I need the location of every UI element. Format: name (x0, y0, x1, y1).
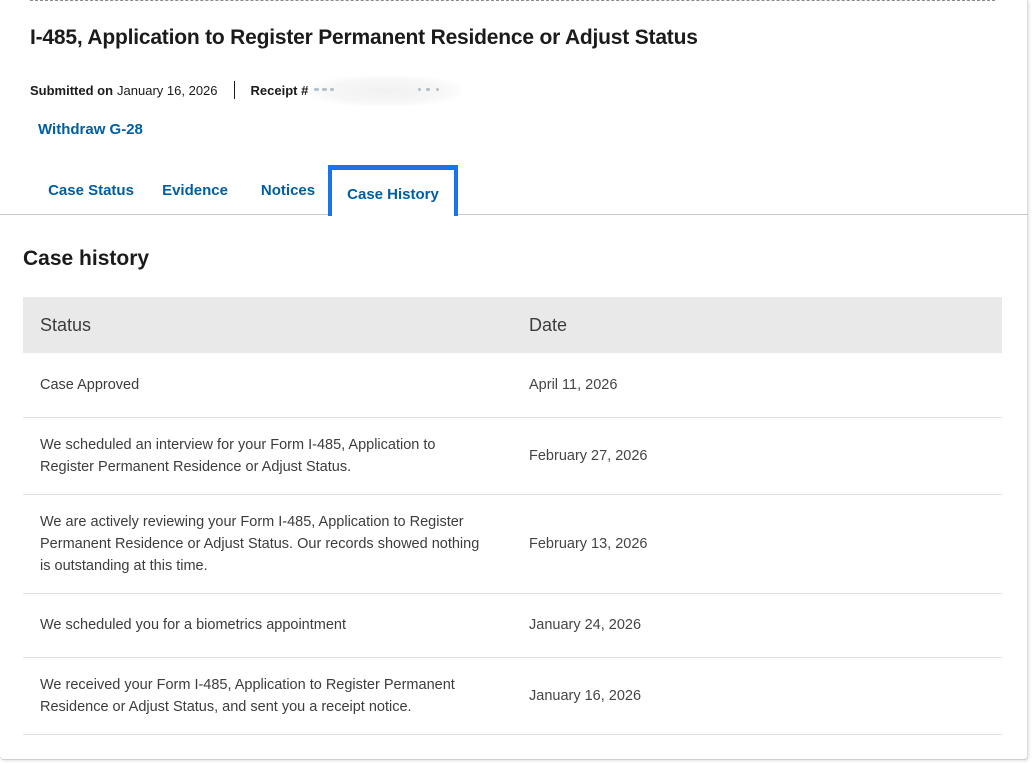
status-column-header: Status (23, 297, 513, 353)
date-column-header: Date (513, 297, 1002, 353)
case-meta (30, 80, 460, 100)
tab-notices[interactable]: Notices (260, 181, 316, 199)
history-status: We received your Form I-485, Application to Register Permanent Residence or Adjust Status, and sent you a receipt notice. (23, 657, 513, 734)
history-status: Case Approved (23, 353, 513, 417)
dashed-divider (30, 0, 995, 1)
tab-evidence[interactable]: Evidence (162, 181, 228, 199)
case-history-table (23, 297, 1002, 735)
case-tabs (0, 165, 1028, 215)
history-date: February 27, 2026 (513, 417, 1002, 494)
table-row (23, 417, 1002, 494)
tab-case-history[interactable]: Case History (328, 165, 458, 216)
receipt-label: Receipt # (250, 82, 309, 98)
withdraw-g28-link[interactable]: Withdraw G-28 (38, 121, 143, 138)
history-date: January 16, 2026 (513, 657, 1002, 734)
submitted-label: Submitted on (30, 82, 114, 98)
table-row (23, 593, 1002, 657)
meta-divider (234, 81, 235, 99)
history-date: January 24, 2026 (513, 593, 1002, 657)
table-row (23, 353, 1002, 417)
table-header-row (23, 297, 1002, 353)
history-date: February 13, 2026 (513, 494, 1002, 593)
history-status: We scheduled you for a biometrics appointment (23, 593, 513, 657)
table-row (23, 657, 1002, 734)
submitted-date: January 16, 2026 (117, 82, 218, 98)
tab-case-status[interactable]: Case Status (48, 181, 134, 199)
page-title: I-485, Application to Register Permanent Residence or Adjust Status (30, 26, 698, 49)
case-history-heading: Case history (23, 247, 150, 270)
receipt-number-redacted (310, 76, 460, 106)
history-status: We scheduled an interview for your Form I-485, Application to Register Permanent Residence or Adjust Status. (23, 417, 513, 494)
table-row (23, 494, 1002, 593)
history-date: April 11, 2026 (513, 353, 1002, 417)
history-status: We are actively reviewing your Form I-485, Application to Register Permanent Residence or Adjust Status. Our records showed nothing is outstanding at this time. (23, 494, 513, 593)
